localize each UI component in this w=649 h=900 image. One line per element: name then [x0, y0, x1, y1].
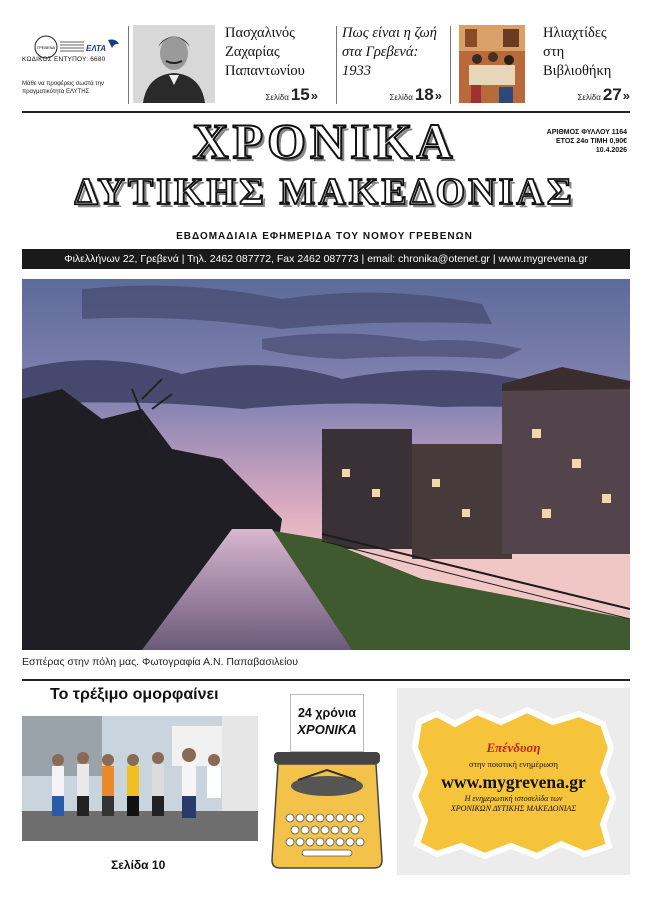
running-race-photo: [22, 716, 258, 841]
issue-number: ΑΡΙΘΜΟΣ ΦΥΛΛΟΥ 1164: [546, 129, 627, 136]
issue-info: [547, 128, 627, 155]
teaser-library[interactable]: [459, 22, 630, 107]
ad-quality: στην ποιοτική ενημέρωση: [469, 759, 558, 769]
teaser-page: Σελίδα 18»: [389, 85, 442, 104]
masthead-subtitle: ΔΥΤΙΚΗΣ ΜΑΚΕΔΟΝΙΑΣ: [74, 171, 575, 213]
photo-caption: Εσπέρας στην πόλη μας. Φωτογραφία Α.Ν. Παπαβασιλείου: [22, 656, 299, 668]
top-teaser-strip: [22, 22, 630, 107]
teaser-page: Σελίδα 27»: [577, 85, 630, 104]
teaser-title: Πασχαλινός Ζαχαρίας Παπαντωνίου: [225, 25, 305, 79]
postage-stamp: [22, 22, 126, 107]
teaser-page: Σελίδα 15»: [265, 85, 318, 104]
contact-bar: Φιλελλήνων 22, Γρεβενά | Τηλ. 2462 087772, Fax 2462 087773 | email: chronika@otenet.gr | www.mygrevena.gr: [22, 249, 630, 269]
stamp-slogan: Μάθε να προφέρεις σωστά την πραγματικότητα ΕΛΥΤΗΣ: [22, 81, 104, 95]
ad-invest: Επένδυση: [486, 740, 541, 755]
divider: [128, 26, 129, 104]
ad-site-link[interactable]: www.mygrevena.gr: [441, 772, 586, 792]
teaser-grevena-1933[interactable]: [342, 22, 442, 107]
ad-description: Η ενημερωτική ιστοσελίδα των ΧΡΟΝΙΚΩΝ ΔΥΤΙΚΗΣ ΜΑΚΕΔΟΝΙΑΣ: [450, 794, 577, 813]
issue-date: 10.4.2026: [595, 147, 627, 154]
main-photo-evening-river: [22, 279, 630, 650]
anniversary-name: ΧΡΟΝΙΚΑ: [297, 722, 357, 737]
story-page-ref[interactable]: Σελίδα 10: [111, 858, 166, 872]
library-image: [459, 25, 525, 103]
svg-text:ΕΛΤΑ: ΕΛΤΑ: [86, 44, 107, 53]
masthead-title: ΧΡΟΝΙΚΑ: [192, 113, 457, 169]
stamp-code: ΚΩΔΙΚΟΣ ΕΝΤΥΠΟΥ: 6680: [22, 56, 106, 63]
teaser-title: Ηλιαχτίδες στη Βιβλιοθήκη: [543, 25, 612, 79]
divider: [336, 26, 337, 104]
teaser-papantoniou[interactable]: [133, 22, 318, 107]
issue-year-price: ΕΤΟΣ 24ο ΤΙΜΗ 0,90€: [556, 138, 627, 145]
anniversary-ad: [268, 690, 386, 872]
anniversary-years: 24 χρόνια: [297, 706, 357, 720]
divider: [450, 26, 451, 104]
portrait-image: [133, 25, 215, 103]
middle-rule: [22, 679, 630, 681]
teaser-title: Πως είναι η ζωή στα Γρεβενά: 1933: [342, 25, 437, 79]
mygrevena-ad[interactable]: [397, 688, 630, 875]
weekly-tagline: ΕΒΔΟΜΑΔΙΑΙΑ ΕΦΗΜΕΡΙΔΑ ΤΟΥ ΝΟΜΟΥ ΓΡΕΒΕΝΩΝ: [176, 231, 473, 242]
svg-text:ΓΡΕΒΕΝΑ: ΓΡΕΒΕΝΑ: [36, 45, 56, 50]
story-title[interactable]: Το τρέξιμο ομορφαίνει: [50, 686, 219, 703]
